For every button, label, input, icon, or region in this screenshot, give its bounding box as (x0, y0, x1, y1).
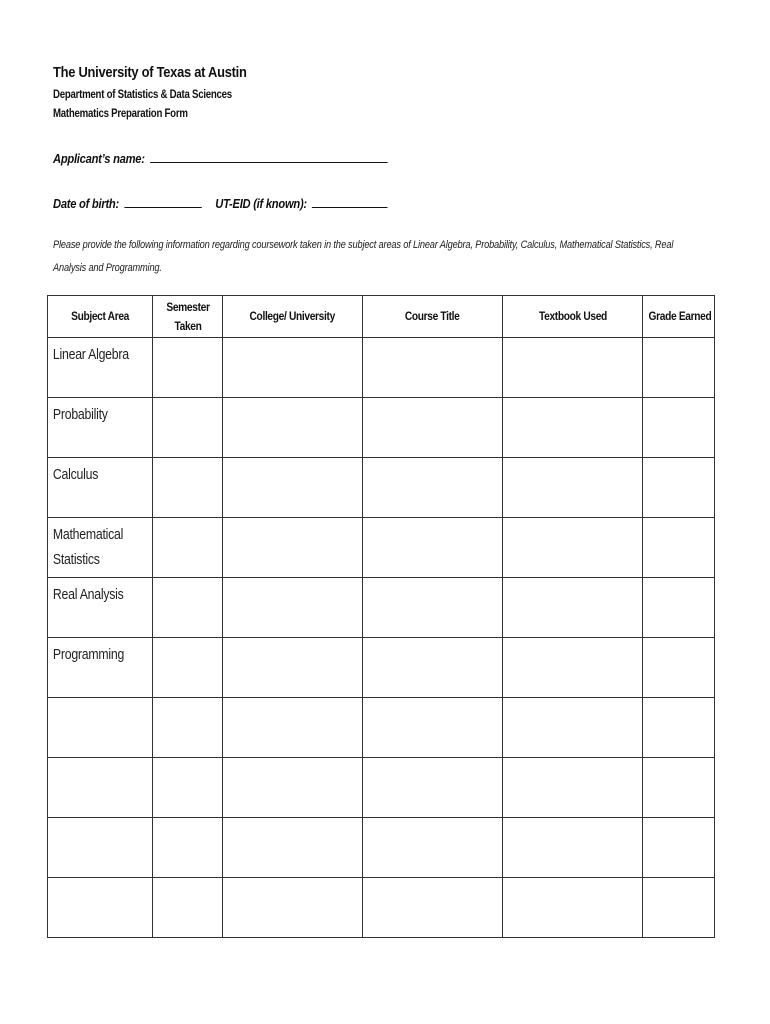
subject-cell (48, 578, 153, 638)
form-name: Mathematics Preparation Form (53, 108, 188, 120)
subject-cell (48, 878, 153, 938)
instructions-text: Please provide the following information regarding coursework taken in the subject areas of Linear Algebra, Probability, Calculus, Mathematical Statistics, Real Analysis and Programming. (53, 239, 674, 274)
subject-cell (48, 398, 153, 458)
subject-area-label (48, 758, 151, 762)
course-title-cell[interactable] (363, 578, 503, 638)
grade-cell[interactable] (643, 638, 715, 698)
semester-cell[interactable] (153, 758, 223, 818)
textbook-cell[interactable] (503, 878, 643, 938)
grade-cell[interactable] (643, 458, 715, 518)
course-title-cell[interactable] (363, 878, 503, 938)
college-cell[interactable] (223, 338, 363, 398)
semester-cell[interactable] (153, 578, 223, 638)
grade-cell[interactable] (643, 878, 715, 938)
college-cell[interactable] (223, 818, 363, 878)
subject-cell (48, 638, 153, 698)
subject-area-label: Calculus (52, 466, 99, 483)
grade-cell[interactable] (643, 338, 715, 398)
subject-area-label: Linear Algebra (52, 346, 129, 363)
grade-cell[interactable] (643, 698, 715, 758)
table-header-row (48, 296, 715, 338)
course-title-cell[interactable] (363, 698, 503, 758)
textbook-cell[interactable] (503, 638, 643, 698)
semester-cell[interactable] (153, 518, 223, 578)
university-title: The University of Texas at Austin (53, 64, 247, 81)
textbook-cell[interactable] (503, 698, 643, 758)
dob-label: Date of birth: (53, 196, 119, 211)
grade-cell[interactable] (643, 758, 715, 818)
college-cell[interactable] (223, 758, 363, 818)
applicant-name-label: Applicant’s name: (53, 151, 145, 166)
header-subject-area: Subject Area (48, 296, 153, 338)
subject-area-label (48, 818, 151, 822)
subject-area-label: Probability (52, 406, 108, 423)
semester-cell[interactable] (153, 818, 223, 878)
subject-area-label: Programming (52, 646, 125, 663)
semester-cell[interactable] (153, 878, 223, 938)
subject-cell (48, 758, 153, 818)
header-grade-earned: Grade Earned (643, 296, 715, 338)
table-row (48, 878, 715, 938)
semester-cell[interactable] (153, 458, 223, 518)
table-row (48, 518, 715, 578)
course-title-cell[interactable] (363, 458, 503, 518)
semester-cell[interactable] (153, 638, 223, 698)
course-title-cell[interactable] (363, 398, 503, 458)
table-row (48, 698, 715, 758)
subject-cell (48, 698, 153, 758)
table-row (48, 758, 715, 818)
textbook-cell[interactable] (503, 758, 643, 818)
ut-eid-blank[interactable] (312, 195, 388, 208)
grade-cell[interactable] (643, 818, 715, 878)
table-row (48, 578, 715, 638)
header-textbook-used: Textbook Used (503, 296, 643, 338)
applicant-name-field (53, 150, 387, 166)
coursework-table (47, 295, 715, 938)
dob-eid-row (53, 195, 388, 211)
table-row (48, 458, 715, 518)
subject-area-label (48, 878, 151, 882)
subject-cell (48, 818, 153, 878)
dob-blank[interactable] (124, 195, 201, 208)
college-cell[interactable] (223, 458, 363, 518)
textbook-cell[interactable] (503, 338, 643, 398)
applicant-name-blank[interactable] (150, 150, 387, 163)
subject-area-label (48, 698, 151, 702)
course-title-cell[interactable] (363, 518, 503, 578)
textbook-cell[interactable] (503, 518, 643, 578)
textbook-cell[interactable] (503, 818, 643, 878)
header-course-title: Course Title (363, 296, 503, 338)
subject-cell (48, 458, 153, 518)
textbook-cell[interactable] (503, 578, 643, 638)
textbook-cell[interactable] (503, 458, 643, 518)
subject-area-label: Real Analysis (52, 586, 124, 603)
header-semester-taken: Semester Taken (153, 296, 223, 338)
ut-eid-label: UT-EID (if known): (215, 196, 307, 211)
grade-cell[interactable] (643, 398, 715, 458)
table-row (48, 638, 715, 698)
header-college-university: College/ University (223, 296, 363, 338)
college-cell[interactable] (223, 578, 363, 638)
textbook-cell[interactable] (503, 398, 643, 458)
semester-cell[interactable] (153, 338, 223, 398)
course-title-cell[interactable] (363, 818, 503, 878)
table-row (48, 398, 715, 458)
college-cell[interactable] (223, 398, 363, 458)
grade-cell[interactable] (643, 578, 715, 638)
subject-area-label: Mathematical Statistics (52, 526, 124, 568)
grade-cell[interactable] (643, 518, 715, 578)
subject-cell (48, 338, 153, 398)
course-title-cell[interactable] (363, 638, 503, 698)
subject-cell (48, 518, 153, 578)
table-body (48, 338, 715, 938)
department-name: Department of Statistics & Data Sciences (53, 89, 232, 101)
semester-cell[interactable] (153, 398, 223, 458)
table-row (48, 818, 715, 878)
college-cell[interactable] (223, 698, 363, 758)
course-title-cell[interactable] (363, 338, 503, 398)
semester-cell[interactable] (153, 698, 223, 758)
course-title-cell[interactable] (363, 758, 503, 818)
college-cell[interactable] (223, 878, 363, 938)
table-row (48, 338, 715, 398)
college-cell[interactable] (223, 638, 363, 698)
college-cell[interactable] (223, 518, 363, 578)
